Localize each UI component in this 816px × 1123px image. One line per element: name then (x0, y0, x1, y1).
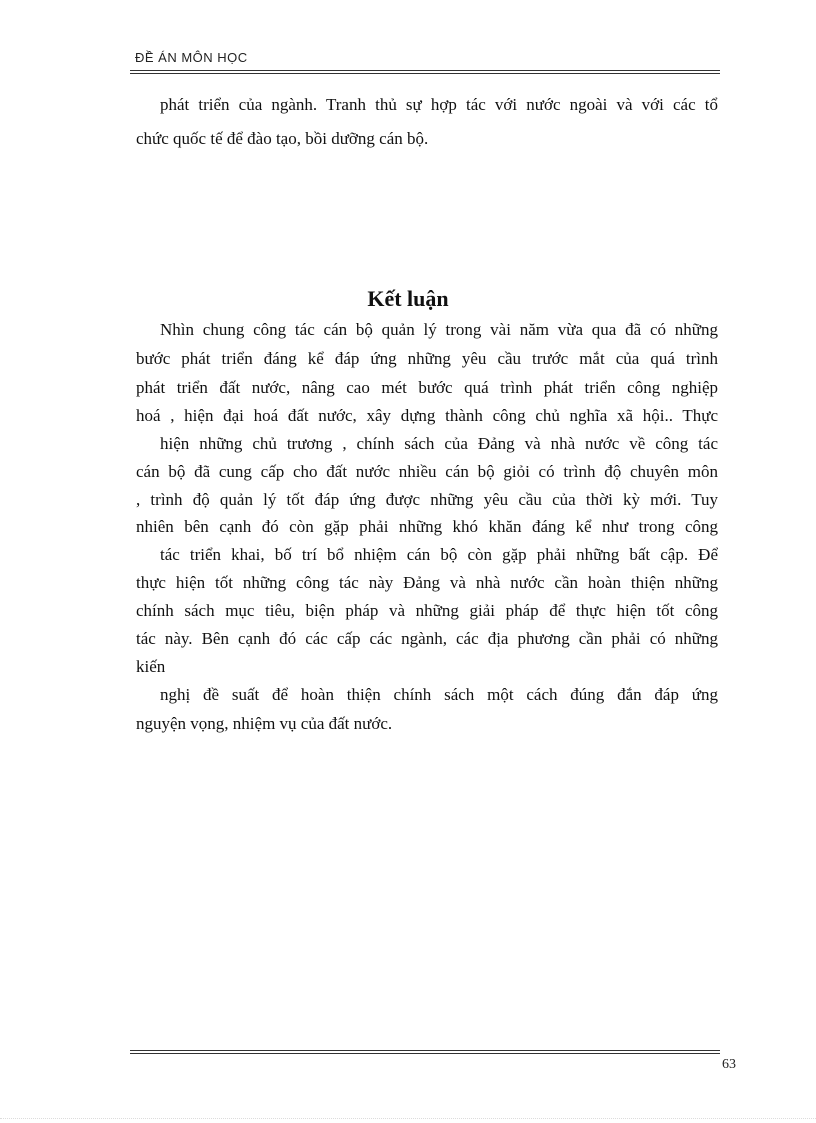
page-bottom-divider (0, 1118, 816, 1119)
text-line: kiến (136, 657, 166, 676)
footer-rule-top (130, 1050, 720, 1051)
text-line: phát triển đất nước, nâng cao mét bước quá trình phát triển công nghiệp (136, 378, 718, 397)
text-line: cán bộ đã cung cấp cho đất nước nhiều cán bộ giỏi có trình độ chuyên môn (136, 462, 718, 481)
header-rule-bottom (130, 73, 720, 74)
footer-rule-bottom (130, 1053, 720, 1054)
text-line: chức quốc tế để đào tạo, bồi dưỡng cán bộ. (136, 129, 429, 148)
text-line: , trình độ quản lý tốt đáp ứng được những yêu cầu của thời kỳ mới. Tuy (136, 490, 718, 509)
text-line: tác triển khai, bố trí bổ nhiệm cán bộ còn gặp phải những bất cập. Để (160, 545, 718, 564)
text-line: hiện những chủ trương , chính sách của Đảng và nhà nước về công tác (160, 434, 718, 453)
text-line: nguyện vọng, nhiệm vụ của đất nước. (136, 714, 393, 733)
text-line: nghị đề suất để hoàn thiện chính sách một cách đúng đắn đáp ứng (160, 685, 718, 704)
text-line: nhiên bên cạnh đó còn gặp phải những khó khăn đáng kể như trong công (136, 517, 718, 536)
text-line: tác này. Bên cạnh đó các cấp các ngành, các địa phương cần phải có những (136, 629, 718, 648)
text-line: thực hiện tốt những công tác này Đảng và nhà nước cần hoàn thiện những (136, 573, 718, 592)
text-line: phát triển của ngành. Tranh thủ sự hợp tác với nước ngoài và với các tổ (160, 95, 718, 114)
header-title: ĐỀ ÁN MÔN HỌC (135, 50, 248, 65)
page-number: 63 (722, 1057, 736, 1072)
text-line: bước phát triển đáng kể đáp ứng những yêu cầu trước mắt của quá trình (136, 349, 718, 368)
text-line: Nhìn chung công tác cán bộ quản lý trong vài năm vừa qua đã có những (160, 320, 718, 339)
section-heading: Kết luận (367, 286, 449, 311)
text-line: hoá , hiện đại hoá đất nước, xây dựng thành công chủ nghĩa xã hội.. Thực (136, 406, 718, 425)
header-rule-top (130, 70, 720, 71)
text-line: chính sách mục tiêu, biện pháp và những giải pháp để thực hiện tốt công (136, 601, 718, 620)
